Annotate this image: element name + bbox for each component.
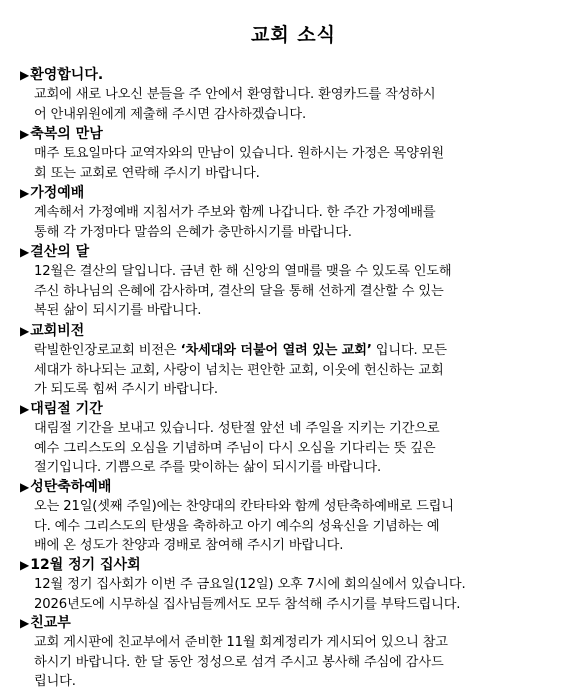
arrow-bullet-icon: ▶ — [20, 402, 30, 416]
arrow-bullet-icon: ▶ — [20, 68, 30, 82]
body-line: 계속해서 가정예배 지침서가 주보와 함께 나갑니다. 한 주간 가정예배를 — [34, 205, 436, 220]
section-family-worship — [20, 184, 580, 242]
section-heading — [20, 614, 580, 633]
body-line: 배에 온 성도가 찬양과 경배로 참여해 주시기 바랍니다. — [34, 538, 344, 554]
section-title: 환영합니다. — [30, 67, 104, 83]
section-heading — [20, 243, 580, 262]
arrow-bullet-icon: ▶ — [20, 558, 30, 572]
body-line: 매주 토요일마다 교역자와의 만남이 있습니다. 원하시는 가정은 목양위원 — [34, 146, 445, 161]
section-body — [34, 203, 580, 242]
section-title: 교회비전 — [30, 323, 85, 339]
section-title: 결산의 달 — [30, 244, 90, 260]
body-line: 통해 각 가정마다 말씀의 은혜가 충만하시기를 바랍니다. — [34, 224, 352, 240]
body-line: 복된 삶이 되시기를 바랍니다. — [34, 303, 202, 319]
body-line: 세대가 하나되는 교회, 사랑이 넘치는 편안한 교회, 이웃에 헌신하는 교회 — [34, 362, 444, 378]
section-fellowship — [20, 614, 580, 692]
body-line: 12월 정기 집사회가 이번 주 금요일(12일) 오후 7시에 회의실에서 있습니다. — [34, 577, 466, 592]
section-welcome — [20, 66, 580, 124]
section-title: 성탄축하예배 — [30, 479, 112, 495]
arrow-bullet-icon: ▶ — [20, 480, 30, 494]
arrow-bullet-icon: ▶ — [20, 324, 30, 338]
section-heading — [20, 125, 580, 144]
section-title: 대림절 기간 — [30, 401, 103, 417]
arrow-bullet-icon: ▶ — [20, 616, 30, 630]
section-body — [34, 85, 580, 124]
section-heading — [20, 556, 580, 575]
section-deacons-meeting — [20, 556, 580, 614]
section-advent-season — [20, 400, 580, 478]
section-title: 친교부 — [30, 615, 71, 631]
body-line: 가 되도록 힘써 주시기 바랍니다. — [34, 382, 218, 398]
vision-intro-text: 락빌한인장로교회 비전은 — [34, 343, 181, 358]
section-body — [34, 341, 580, 400]
body-line: 교회에 새로 나오신 분들을 주 안에서 환영합니다. 환영카드를 작성하시 — [34, 87, 436, 102]
body-line: 립니다. — [34, 674, 76, 690]
page-title: 교회 소식 — [250, 24, 337, 46]
body-line: 주신 하나님의 은혜에 감사하며, 결산의 달을 통해 선하게 결산할 수 있는 — [34, 283, 444, 299]
body-line: 대림절 기간을 보내고 있습니다. 성탄절 앞선 네 주일을 지키는 기간으로 — [34, 421, 440, 436]
section-title: 축복의 만남 — [30, 126, 103, 142]
section-heading — [20, 66, 580, 85]
vision-trailing-text: 입니다. 모든 — [371, 343, 447, 358]
section-body — [34, 497, 580, 556]
body-line: 교회 게시판에 친교부에서 준비한 11월 회계정리가 게시되어 있으니 참고 — [34, 635, 448, 650]
body-line: 다. 예수 그리스도의 탄생을 축하하고 아기 예수의 성육신을 기념하는 예 — [34, 518, 440, 534]
section-settlement-month — [20, 243, 580, 321]
section-title: 12월 정기 집사회 — [30, 557, 141, 573]
section-body — [34, 633, 580, 692]
arrow-bullet-icon: ▶ — [20, 186, 30, 200]
body-line: 절기입니다. 기쁨으로 주를 맞이하는 삶이 되시기를 바랍니다. — [34, 460, 382, 476]
section-heading — [20, 184, 580, 203]
section-heading — [20, 400, 580, 419]
body-line: 12월은 결산의 달입니다. 금년 한 해 신앙의 열매를 맺을 수 있도록 인도해 — [34, 264, 452, 279]
body-line: 오는 21일(셋째 주일)에는 찬양대의 칸타타와 함께 성탄축하예배로 드립니 — [34, 499, 454, 514]
body-line: 2026년도에 시무하실 집사님들께서도 모두 참석해 주시기를 부탁드립니다. — [34, 596, 461, 612]
section-heading — [20, 322, 580, 341]
section-body — [34, 419, 580, 478]
section-church-vision — [20, 322, 580, 400]
vision-statement: ‘차세대와 더불어 열려 있는 교회’ — [180, 343, 372, 358]
section-body — [34, 262, 580, 321]
section-blessing-meeting — [20, 125, 580, 183]
body-line: 예수 그리스도의 오심을 기념하며 주님이 다시 오심을 기다리는 뜻 깊은 — [34, 440, 436, 456]
section-title: 가정예배 — [30, 185, 85, 201]
section-body — [34, 144, 580, 183]
section-heading — [20, 478, 580, 497]
body-line: 어 안내위원에게 제출해 주시면 감사하겠습니다. — [34, 106, 306, 122]
arrow-bullet-icon: ▶ — [20, 127, 30, 141]
arrow-bullet-icon: ▶ — [20, 245, 30, 259]
body-line: 회 또는 교회로 연락해 주시기 바랍니다. — [34, 165, 260, 181]
body-line — [34, 341, 580, 361]
section-body — [34, 575, 580, 614]
section-christmas-service — [20, 478, 580, 556]
body-line: 하시기 바랍니다. 한 달 동안 정성으로 섬겨 주시고 봉사해 주심에 감사드 — [34, 654, 444, 670]
